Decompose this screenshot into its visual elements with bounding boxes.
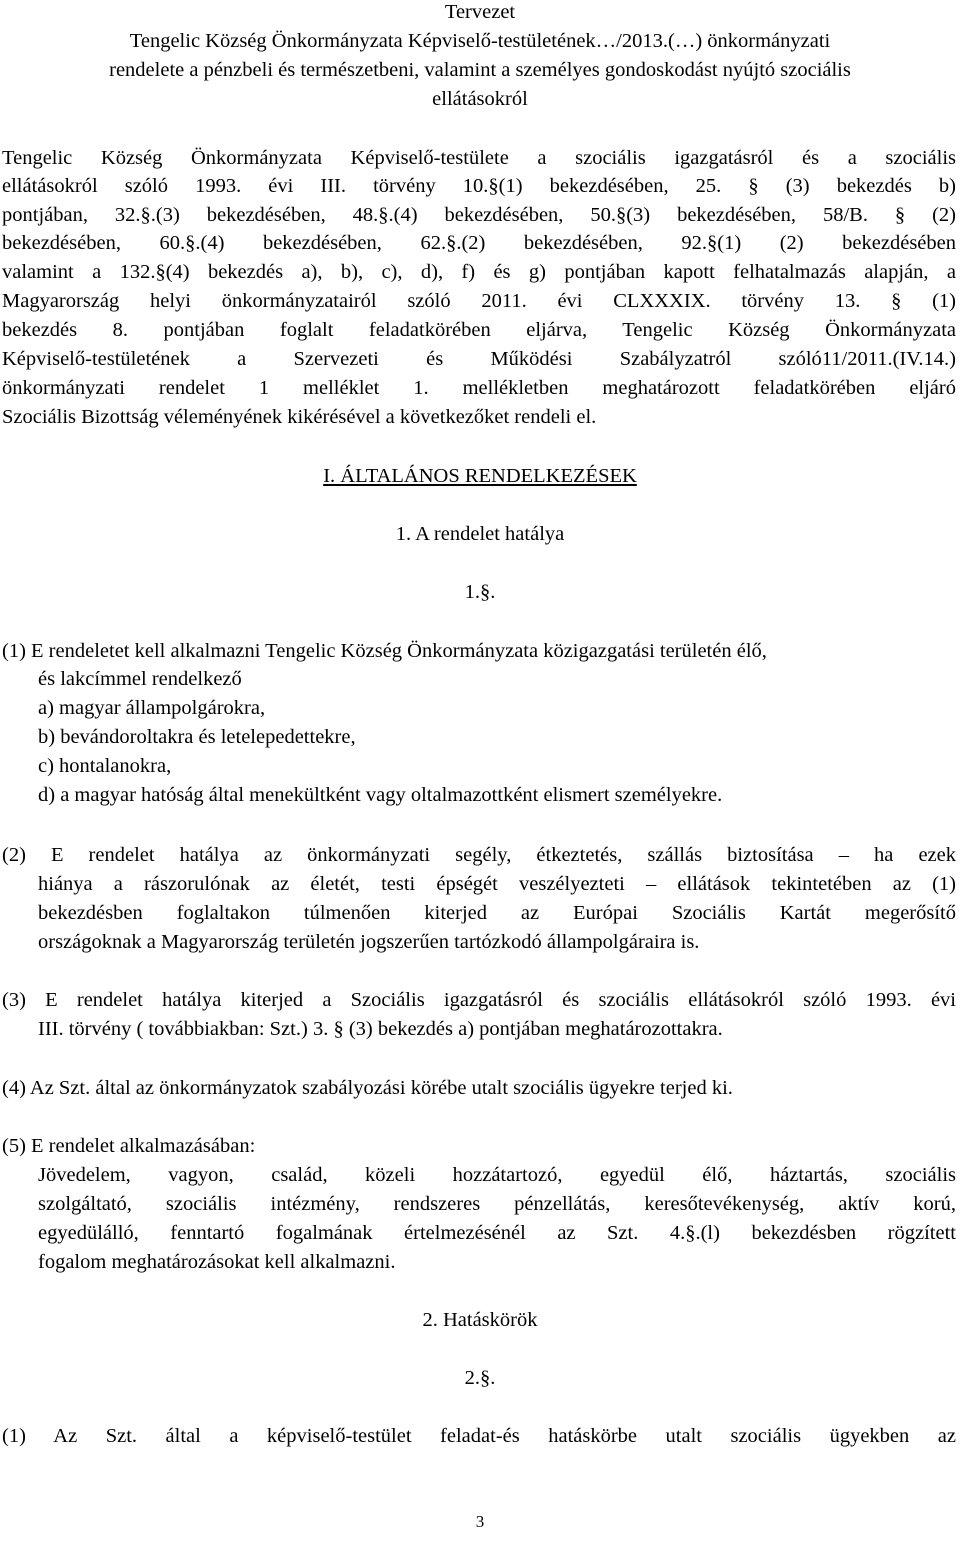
para-3-line: (3) E rendelet hatálya kiterjed a Szociális igazgatásról és szociális ellátásokról szóló 1993. évi — [2, 989, 956, 1011]
para-4: (4) Az Szt. által az önkormányzatok szabályozási körébe utalt szociális ügyekre terjed ki. — [2, 1077, 733, 1099]
preamble-line: önkormányzati rendelet 1 melléklet 1. mellékletben meghatározott feladatkörében eljáró — [2, 377, 956, 399]
section-1-paragraph-number: 1.§. — [464, 581, 496, 603]
title-line-3: ellátásokról — [432, 88, 528, 110]
preamble-line: valamint a 132.§(4) bekezdés a), b), c), d), f) és g) pontjában kapott felhatalmazás alapján, a — [2, 261, 956, 283]
section-1-title: 1. A rendelet hatálya — [395, 523, 565, 545]
section-2-first-line: (1) Az Szt. által a képviselő-testület feladat-és hatáskörbe utalt szociális ügyekben az — [2, 1425, 956, 1447]
para-5-line: fogalom meghatározásokat kell alkalmazni. — [38, 1251, 396, 1273]
para-2-line: (2) E rendelet hatálya az önkormányzati segély, étkeztetés, szállás biztosítása – ha ezek — [2, 844, 956, 866]
preamble-line: bekezdésében, 60.§.(4) bekezdésében, 62.§.(2) bekezdésében, 92.§(1) (2) bekezdésében — [2, 232, 956, 254]
para-5-intro: (5) E rendelet alkalmazásában: — [2, 1135, 256, 1157]
preamble-line: ellátásokról szóló 1993. évi III. törvény 10.§(1) bekezdésében, 25. § (3) bekezdés b) — [2, 175, 956, 197]
list-item-c: c) hontalanokra, — [38, 755, 172, 777]
para-1-continuation: és lakcímmel rendelkező — [38, 668, 242, 690]
chapter-heading: I. ÁLTALÁNOS RENDELKEZÉSEK — [323, 465, 637, 487]
para-5-line: szolgáltató, szociális intézmény, rendszeres pénzellátás, keresőtevékenység, aktív korú, — [38, 1193, 956, 1215]
draft-label: Tervezet — [444, 1, 516, 23]
preamble-line: Magyarország helyi önkormányzatairól szóló 2011. évi CLXXXIX. törvény 13. § (1) — [2, 290, 956, 312]
para-2-line: országoknak a Magyarország területén jogszerűen tartózkodó állampolgáraira is. — [38, 931, 700, 953]
para-2-line: hiánya a rászorulónak az életét, testi épségét veszélyezteti – ellátások tekintetében az (1) — [38, 873, 956, 895]
section-2-title: 2. Hatáskörök — [422, 1309, 538, 1331]
preamble-line: pontjában, 32.§.(3) bekezdésében, 48.§.(4) bekezdésében, 50.§(3) bekezdésében, 58/B. § (2) — [2, 204, 956, 226]
para-3-line: III. törvény ( továbbiakban: Szt.) 3. § (3) bekezdés a) pontjában meghatározottakra. — [38, 1018, 723, 1040]
preamble-line: Szociális Bizottság véleményének kikérésével a következőket rendeli el. — [2, 406, 597, 428]
preamble-line: Tengelic Község Önkormányzata Képviselő-testülete a szociális igazgatásról és a szociális — [2, 147, 956, 169]
list-item-d: d) a magyar hatóság által menekültként vagy oltalmazottként elismert személyekre. — [38, 784, 723, 806]
list-item-a: a) magyar állampolgárokra, — [38, 697, 266, 719]
section-2-paragraph-number: 2.§. — [464, 1367, 496, 1389]
title-line-1: Tengelic Község Önkormányzata Képviselő-testületének…/2013.(…) önkormányzati — [129, 30, 831, 52]
page-number: 3 — [475, 1512, 485, 1531]
para-5-line: egyedülálló, fenntartó fogalmának értelmezésénél az Szt. 4.§.(l) bekezdésben rögzített — [38, 1222, 956, 1244]
list-item-b: b) bevándoroltakra és letelepedettekre, — [38, 726, 356, 748]
title-line-2: rendelete a pénzbeli és természetbeni, valamint a személyes gondoskodást nyújtó szociális — [109, 59, 851, 81]
para-1-first-line: (1) E rendeletet kell alkalmazni Tengelic Község Önkormányzata közigazgatási területén élő, — [2, 640, 767, 662]
preamble-line: Képviselő-testületének a Szervezeti és Működési Szabályzatról szóló11/2011.(IV.14.) — [2, 348, 956, 370]
preamble-line: bekezdés 8. pontjában foglalt feladatkörében eljárva, Tengelic Község Önkormányzata — [2, 319, 956, 341]
para-2-line: bekezdésben foglaltakon túlmenően kiterjed az Európai Szociális Kartát megerősítő — [38, 902, 956, 924]
para-5-line: Jövedelem, vagyon, család, közeli hozzátartozó, egyedül élő, háztartás, szociális — [38, 1164, 956, 1186]
